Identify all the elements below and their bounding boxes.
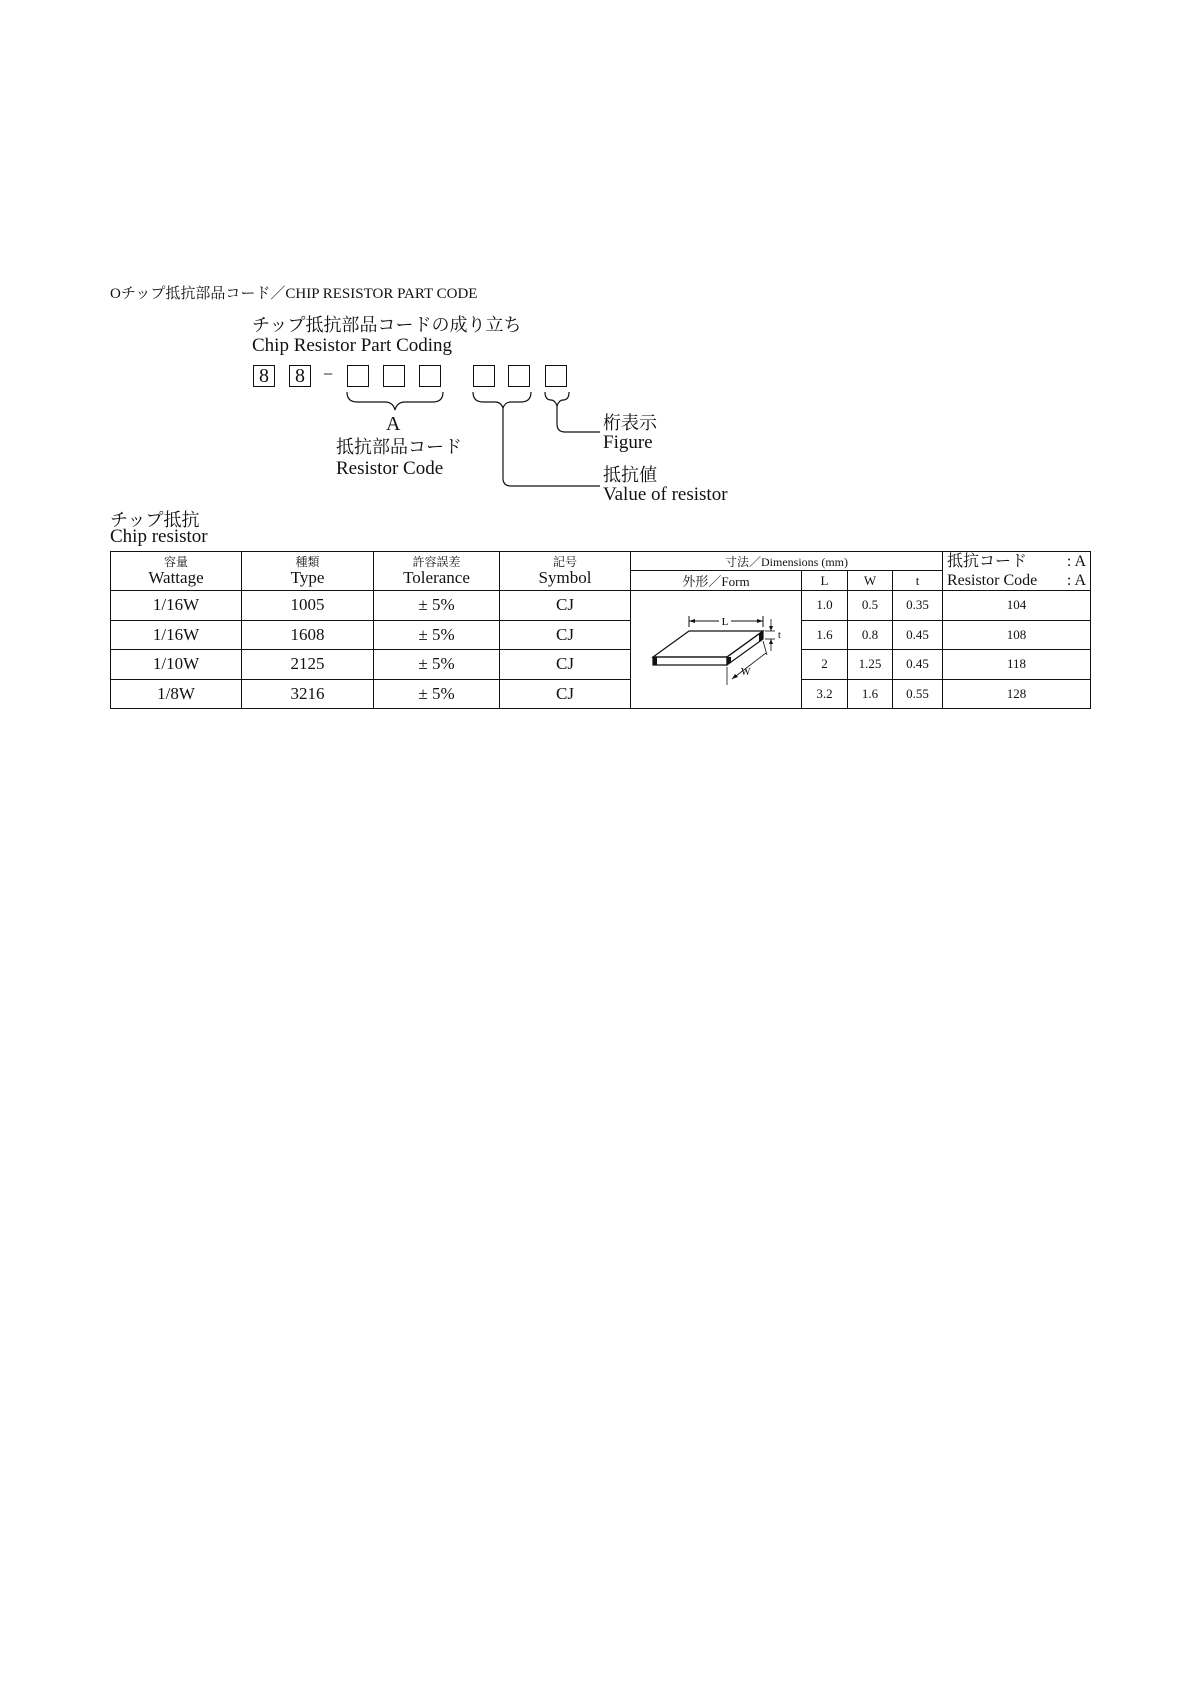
form-label-L: L: [721, 616, 729, 628]
header-form: 外形／Form: [631, 571, 802, 591]
leader-figure: [557, 406, 600, 432]
table-header-row-1: [111, 552, 1091, 571]
table-row: 1/16W 1608 ± 5% CJ 1.6 0.8 0.45 108: [111, 620, 1091, 650]
section-title-jp: チップ抵抗: [110, 510, 200, 530]
form-drawing-cell: [631, 591, 802, 709]
value-label-en: Value of resistor: [603, 484, 728, 505]
header-t: t: [893, 571, 943, 591]
table-row: 1/16W 1005 ± 5% CJ L t W 1.0 0.5 0.35 104: [111, 591, 1091, 621]
header-tolerance: 許容誤差 Tolerance: [374, 552, 500, 591]
header-resistor-code: 抵抗コード : A Resistor Code : A: [943, 552, 1091, 591]
fixed-digit-box-1: 8: [253, 365, 275, 387]
header-W: W: [848, 571, 893, 591]
form-label-W: W: [741, 667, 751, 678]
coding-title-en: Chip Resistor Part Coding: [252, 335, 453, 356]
code-dash: −: [323, 364, 334, 384]
figure-label-jp: 桁表示: [603, 413, 657, 433]
header-symbol: 記号 Symbol: [500, 552, 631, 591]
page-heading: Oチップ抵抗部品コード／CHIP RESISTOR PART CODE: [110, 286, 478, 302]
brace-value: [473, 392, 531, 408]
section-title-en: Chip resistor: [110, 526, 208, 547]
brace-resistor-code: [347, 392, 443, 410]
table-row: 1/10W 2125 ± 5% CJ 2 1.25 0.45 118: [111, 650, 1091, 680]
group-a-label: A: [386, 413, 401, 435]
header-type: 種類 Type: [242, 552, 374, 591]
header-L: L: [802, 571, 848, 591]
coding-title-jp: チップ抵抗部品コードの成り立ち: [252, 315, 522, 335]
resistor-code-label-jp: 抵抗部品コード: [336, 437, 462, 457]
form-label-t: t: [778, 630, 781, 641]
value-label-jp: 抵抗値: [603, 465, 657, 485]
resistor-code-label-en: Resistor Code: [336, 458, 444, 479]
header-wattage: 容量 Wattage: [111, 552, 242, 591]
chip-shape-drawing: [631, 591, 802, 703]
table-row: 1/8W 3216 ± 5% CJ 3.2 1.6 0.55 128: [111, 679, 1091, 709]
chip-resistor-table: [110, 551, 1091, 709]
header-dimensions: 寸法／Dimensions (mm): [631, 552, 943, 571]
figure-label-en: Figure: [603, 432, 653, 453]
coding-brackets: [0, 0, 1190, 560]
brace-figure: [545, 392, 569, 406]
fixed-digit-box-2: 8: [289, 365, 311, 387]
leader-value: [503, 408, 600, 486]
